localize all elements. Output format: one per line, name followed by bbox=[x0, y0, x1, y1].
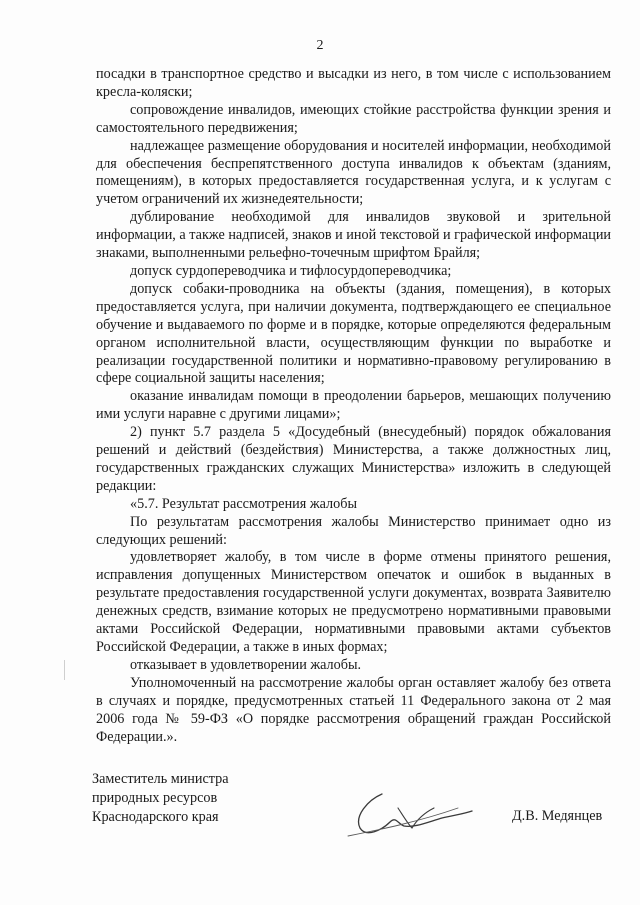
paragraph: По результатам рассмотрения жалобы Министерство принимает одно из следующих решений: bbox=[96, 513, 611, 548]
paragraph: отказывает в удовлетворении жалобы. bbox=[130, 656, 362, 673]
signer-position-line: природных ресурсов bbox=[92, 790, 218, 806]
section-heading: «5.7. Результат рассмотрения жалобы bbox=[130, 495, 357, 512]
paragraph: дублирование необходимой для инвалидов звуковой и зрительной информации, а также надписей, знаков и иной текстовой и графической информации знаками, выполненными рельефно-точечным шрифтом Брайля; bbox=[96, 209, 611, 262]
paragraph: оказание инвалидам помощи в преодолении барьеров, мешающих получению ими услуги наравне с другими лицами»; bbox=[96, 388, 611, 423]
paragraph: допуск собаки-проводника на объекты (здания, помещения), в которых предоставляется услуга, при наличии документа, подтверждающего ее специальное обучение и выдаваемого по форме и в порядке, которые определяются федеральным органом исполнительной власти, осуществляющим функции по выработке и реализации государственной политики и нормативно-правовому регулированию в сфере социальной защиты населения; bbox=[96, 280, 611, 387]
document-body bbox=[96, 66, 611, 746]
margin-mark bbox=[64, 660, 65, 680]
page-number: 2 bbox=[316, 38, 324, 53]
paragraph: надлежащее размещение оборудования и носителей информации, необходимой для обеспечения беспрепятственного доступа инвалидов к объектам (зданиям, помещениям), в которых предоставляется государственная услуга, и к услугам с учетом ограничений их жизнедеятельности; bbox=[96, 137, 611, 208]
paragraph: посадки в транспортное средство и высадки из него, в том числе с использованием кресла-коляски; bbox=[96, 66, 611, 100]
signer-position bbox=[92, 770, 229, 827]
paragraph: удовлетворяет жалобу, в том числе в форме отмены принятого решения, исправления допущенных Министерством опечаток и ошибок в выданных в результате предоставления государственной услуги документах, возврата Заявителю денежных средств, взимание которых не предусмотрено нормативными правовыми актами Российской Федерации, нормативными правовыми актами субъектов Российской Федерации, а также в иных формах; bbox=[96, 549, 611, 655]
handwritten-signature bbox=[338, 778, 478, 848]
signer-position-line: Заместитель министра bbox=[92, 771, 229, 787]
signer-position-line: Краснодарского края bbox=[92, 809, 219, 825]
paragraph: 2) пункт 5.7 раздела 5 «Досудебный (внесудебный) порядок обжалования решений и действий (бездействия) Министерства, а также должностных лиц, государственных гражданских служащих Министерства» изложить в следующей редакции: bbox=[96, 424, 611, 494]
paragraph: сопровождение инвалидов, имеющих стойкие расстройства функции зрения и самостоятельного передвижения; bbox=[96, 101, 611, 136]
signer-name: Д.В. Медянцев bbox=[512, 808, 603, 824]
paragraph: Уполномоченный на рассмотрение жалобы орган оставляет жалобу без ответа в случаях и порядке, предусмотренных статьей 11 Федерального закона от 2 мая 2006 года № 59-ФЗ «О порядке рассмотрения обращений граждан Российской Федерации.». bbox=[96, 674, 611, 745]
paragraph: допуск сурдопереводчика и тифлосурдопереводчика; bbox=[130, 262, 452, 279]
